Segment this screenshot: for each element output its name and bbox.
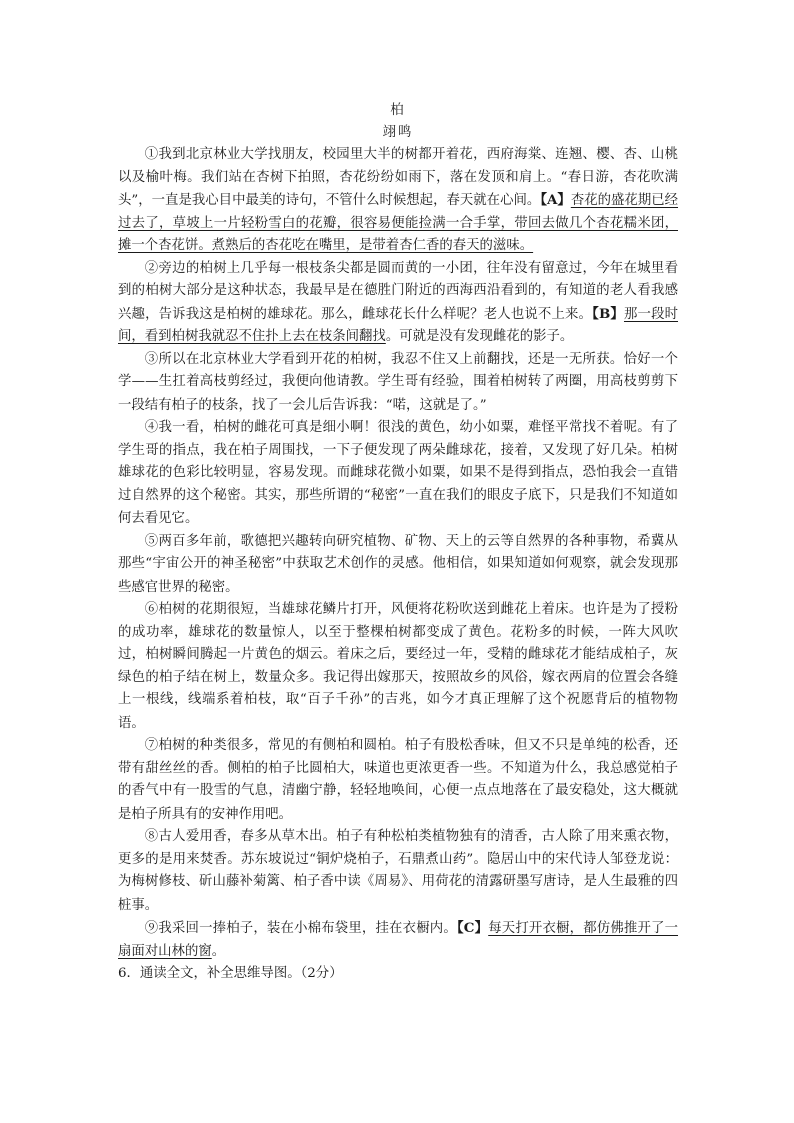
paragraph	[118, 258, 678, 349]
annotation-mark: 【A】	[540, 192, 571, 208]
paragraph-text: ⑧古人爱用香，春多从草木出。柏子有种松柏类植物独有的清香，古人除了用来熏衣物，更多的是用来焚香。苏东坡说过“铜炉烧柏子，石鼎煮山药”。隐居山中的宋代诗人邹登龙说：为梅树修枝、斫山藤补菊篱、柏子香中读《周易》、用荷花的清露研墨写唐诗，是人生最雅的四桩事。	[118, 829, 678, 913]
paragraph-text: ③所以在北京林业大学看到开花的柏树，我忍不住又上前翻找，还是一无所获。恰好一个学——生扛着高枝剪经过，我便向他请教。学生哥有经验，围着柏树转了两圈，用高枝剪剪下一段结有柏子的枝条，找了一会儿后告诉我：“喏，这就是了。”	[118, 351, 678, 413]
paragraph	[118, 599, 678, 735]
paragraph	[118, 144, 678, 258]
paragraph	[118, 826, 678, 917]
paragraph-text: 。可就是没有发现雌花的影子。	[385, 329, 574, 344]
paragraph-text: ⑥柏树的花期很短，当雄球花鳞片打开，风便将花粉吹送到雌花上着床。也许是为了授粉的成功率，雄球花的数量惊人，以至于整棵柏树都变成了黄色。花粉多的时候，一阵大风吹过，柏树瞬间腾起一片黄色的烟云。着床之后，要经过一年，受精的雌球花才能结成柏子，灰绿色的柏子结在树上，数量众多。我记得出嫁那天，按照故乡的风俗，嫁衣两肩的位置会各缝上一根线，线端系着柏枝，取“百子千孙”的吉兆，如今才真正理解了这个祝愿背后的植物物语。	[118, 602, 678, 731]
paragraph-text: ①我到北京林业大学找朋友，校园里大半的树都开着花，西府海棠、连翘、樱、杏、山桃以及榆叶梅。我们站在杏树下拍照，杏花纷纷如雨下，落在发顶和肩上。“春日游，杏花吹满头”，一直是我心目中最美的诗句，不管什么时候想起，春天就在心间。	[118, 147, 678, 208]
paragraph-text: ②旁边的柏树上几乎每一根枝条尖都是圆而黄的一小团，往年没有留意过，今年在城里看到的柏树大部分是这种状态，我最早是在德胜门附近的西海西沿看到的，有知道的老人看我感兴趣，告诉我这是柏树的雄球花。那么，雌球花长什么样呢？老人也说不上来。	[118, 260, 678, 322]
paragraph	[118, 917, 678, 963]
article-body	[118, 144, 678, 963]
paragraph	[118, 349, 678, 418]
paragraph	[118, 417, 678, 531]
question-6: 6．通读全文，补全思维导图。（2分）	[118, 966, 343, 981]
paragraph-text: 。	[211, 943, 226, 959]
article-title: 柏	[390, 103, 406, 118]
underlined-sentence: 每天打开衣橱，都仿佛推开了一扇面对山林的窗	[118, 921, 679, 959]
document-page	[118, 94, 678, 986]
underlined-sentence: 那一段时间，看到柏树我就忍不住扑上去在枝条间翻找	[118, 306, 679, 344]
article-author: 翊鸣	[382, 125, 414, 140]
paragraph-text: ⑦柏树的种类很多，常见的有侧柏和圆柏。柏子有股松香味，但又不只是单纯的松香，还带有甜丝丝的香。侧柏的柏子比圆柏大，味道也更浓更香一些。不知道为什么，我总感觉柏子的香气中有一股雪的气息，清幽宁静，轻轻地唤间，心便一点点地落在了最安稳处，这大概就是柏子所具有的安神作用吧。	[118, 738, 678, 822]
paragraph-text: ④我一看，柏树的雌花可真是细小啊！很浅的黄色，幼小如粟，难怪平常找不着呢。有了学生哥的指点，我在柏子周围找，一下子便发现了两朵雌球花，接着，又发现了好几朵。柏树雄球花的色彩比较明显，容易发现。而雌球花微小如粟，如果不是得到指点，恐怕我会一直错过自然界的这个秘密。其实，那些所谓的“秘密”一直在我们的眼皮子底下，只是我们不知道如何去看见它。	[118, 420, 678, 526]
paragraph	[118, 531, 678, 600]
paragraph	[118, 735, 678, 826]
annotation-mark: 【B】	[592, 305, 624, 322]
annotation-mark: 【C】	[456, 920, 489, 936]
underlined-sentence: 杏花的盛花期已经过去了，草坡上一片轻粉雪白的花瓣，很容易便能捡满一合手掌，带回去做几个杏花糯米团，摊一个杏花饼。煮熟后的杏花吃在嘴里，是带着杏仁香的春天的滋味。	[118, 193, 679, 253]
paragraph-text: ⑨我采回一捧柏子，装在小棉布袋里，挂在衣橱内。	[144, 921, 457, 936]
paragraph-text: ⑤两百多年前，歌德把兴趣转向研究植物、矿物、天上的云等自然界的各种事物，希冀从那些“宇宙公开的神圣秘密”中获取艺术创作的灵感。他相信，如果知道如何观察，就会发现那些感官世界的秘密。	[118, 533, 678, 595]
